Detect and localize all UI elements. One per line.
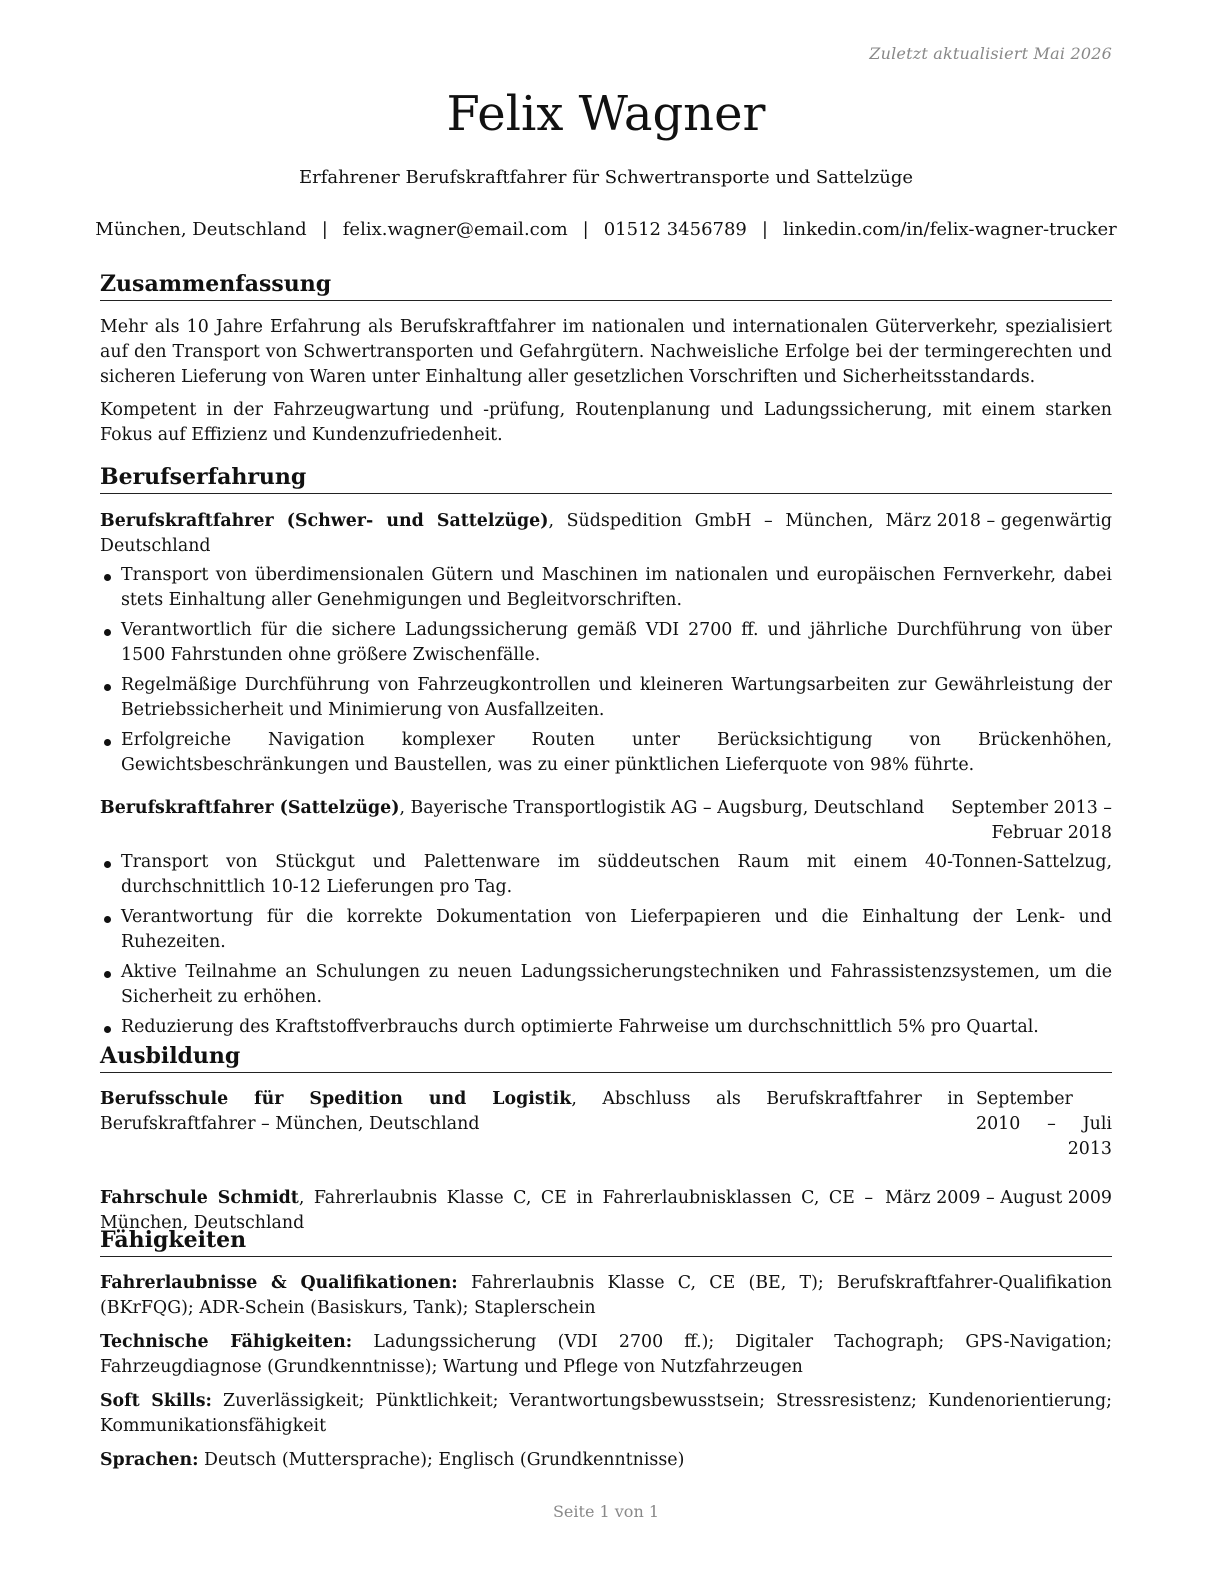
section-title: Ausbildung <box>100 1042 1112 1073</box>
education-dates: September 2010 – Juli 2013 <box>976 1089 1112 1159</box>
education-dates: März 2009 – August 2009 <box>885 1188 1112 1208</box>
job-role: Berufskraftfahrer (Schwer- und Sattelzüge) <box>100 511 549 531</box>
contact-location: München, Deutschland <box>95 219 307 240</box>
list-item: Regelmäßige Durchführung von Fahrzeugkontrollen und kleineren Wartungsarbeiten zur Gewährleistung der Betriebssicherheit und Minimierung von Ausfallzeiten. <box>100 673 1112 723</box>
resume-page <box>95 0 1117 1584</box>
list-item: Transport von Stückgut und Palettenware im süddeutschen Raum mit einem 40-Tonnen-Sattelzug, durchschnittlich 10-12 Lieferungen pro Tag. <box>100 850 1112 900</box>
contact-email[interactable]: felix.wagner@email.com <box>342 219 568 240</box>
job-entry <box>100 796 1112 1040</box>
skill-text: Zuverlässigkeit; Pünktlichkeit; Verantwortungsbewusstsein; Stressresistenz; Kundenorientierung; Kommunikationsfähigkeit <box>100 1391 1112 1436</box>
page-number: Seite 1 von 1 <box>552 1502 660 1521</box>
summary-paragraph: Kompetent in der Fahrzeugwartung und -prüfung, Routenplanung und Ladungssicherung, mit einem starken Fokus auf Effizienz und Kundenzufriedenheit. <box>100 400 1112 445</box>
candidate-name: Felix Wagner <box>446 86 766 142</box>
summary-section <box>100 270 1112 448</box>
skill-row <box>100 1271 1112 1321</box>
skill-label: Soft Skills: <box>100 1391 212 1411</box>
skill-label: Fahrerlaubnisse & Qualifikationen: <box>100 1273 458 1293</box>
education-section <box>100 1042 1112 1236</box>
job-header <box>100 509 1112 559</box>
job-dates: September 2013 – Februar 2018 <box>951 798 1112 843</box>
list-item: Transport von überdimensionalen Gütern und Maschinen im nationalen und europäischen Fernverkehr, dabei stets Einhaltung aller Genehmigungen und Begleitvorschriften. <box>100 563 1112 613</box>
job-bullets <box>100 850 1112 1040</box>
skill-text: Ladungssicherung (VDI 2700 ff.); Digitaler Tachograph; GPS-Navigation; Fahrzeugdiagnose (Grundkenntnisse); Wartung und Pflege von Nutzfahrzeugen <box>100 1332 1112 1377</box>
education-title-line <box>100 1087 976 1162</box>
education-school: Berufsschule für Spedition und Logistik <box>100 1089 572 1109</box>
list-item: Erfolgreiche Navigation komplexer Routen unter Berücksichtigung von Brückenhöhen, Gewichtsbeschränkungen und Baustellen, was zu einer pünktlichen Lieferquote von 98% führte. <box>100 728 1112 778</box>
job-employer: , Südspedition GmbH – München, Deutschland <box>100 511 874 556</box>
job-role: Berufskraftfahrer (Sattelzüge) <box>100 798 400 818</box>
education-detail: , Abschluss als Berufskraftfahrer in Berufskraftfahrer – München, Deutschland <box>100 1089 964 1134</box>
job-employer: , Bayerische Transportlogistik AG – Augsburg, Deutschland <box>399 798 925 818</box>
contact-phone[interactable]: 01512 3456789 <box>603 219 747 240</box>
contact-separator: | <box>582 219 589 240</box>
list-item: Verantwortung für die korrekte Dokumentation von Lieferpapieren und die Einhaltung der Lenk- und Ruhezeiten. <box>100 905 1112 955</box>
skill-label: Technische Fähigkeiten: <box>100 1332 353 1352</box>
skill-label: Sprachen: <box>100 1450 199 1470</box>
contact-linkedin[interactable]: linkedin.com/in/felix-wagner-trucker <box>782 219 1117 240</box>
skill-text: Deutsch (Muttersprache); Englisch (Grundkenntnisse) <box>198 1450 685 1470</box>
job-entry <box>100 509 1112 778</box>
contact-line <box>87 219 1125 240</box>
job-title-line <box>100 796 936 846</box>
section-title: Berufserfahrung <box>100 463 1112 494</box>
skill-row <box>100 1389 1112 1439</box>
last-updated-note: Zuletzt aktualisiert Mai 2026 <box>869 44 1112 63</box>
job-bullets <box>100 563 1112 778</box>
skill-row <box>100 1448 1112 1473</box>
skills-section <box>100 1226 1112 1473</box>
skill-row <box>100 1330 1112 1380</box>
summary-paragraph: Mehr als 10 Jahre Erfahrung als Berufskraftfahrer im nationalen und internationalen Güterverkehr, spezialisiert auf den Transport von Schwertransporten und Gefahrgütern. Nachweisliche Erfolge bei der termingerechten und sicheren Lieferung von Waren unter Einhaltung aller gesetzlichen Vorschriften und Sicherheitsstandards. <box>100 317 1112 387</box>
candidate-headline: Erfahrener Berufskraftfahrer für Schwertransporte und Sattelzüge <box>298 167 914 188</box>
section-title: Zusammenfassung <box>100 270 1112 301</box>
job-header <box>100 796 1112 846</box>
contact-separator: | <box>761 219 768 240</box>
job-dates: März 2018 – gegenwärtig <box>885 511 1112 531</box>
education-school: Fahrschule Schmidt <box>100 1188 299 1208</box>
list-item: Verantwortlich für die sichere Ladungssicherung gemäß VDI 2700 ff. und jährliche Durchführung von über 1500 Fahrstunden ohne größere Zwischenfälle. <box>100 618 1112 668</box>
list-item: Reduzierung des Kraftstoffverbrauchs durch optimierte Fahrweise um durchschnittlich 5% pro Quartal. <box>100 1015 1112 1040</box>
education-entry <box>100 1087 1112 1162</box>
skill-text: Fahrerlaubnis Klasse C, CE (BE, T); Berufskraftfahrer-Qualifikation (BKrFQG); ADR-Schein (Basiskurs, Tank); Staplerschein <box>100 1273 1112 1318</box>
experience-section <box>100 463 1112 1045</box>
education-detail: , Fahrerlaubnis Klasse C, CE in Fahrerlaubnisklassen C, CE – München, Deutschland <box>100 1188 874 1233</box>
job-title-line <box>100 509 886 559</box>
contact-separator: | <box>321 219 328 240</box>
section-title: Fähigkeiten <box>100 1226 1112 1257</box>
list-item: Aktive Teilnahme an Schulungen zu neuen Ladungssicherungstechniken und Fahrassistenzsystemen, um die Sicherheit zu erhöhen. <box>100 960 1112 1010</box>
